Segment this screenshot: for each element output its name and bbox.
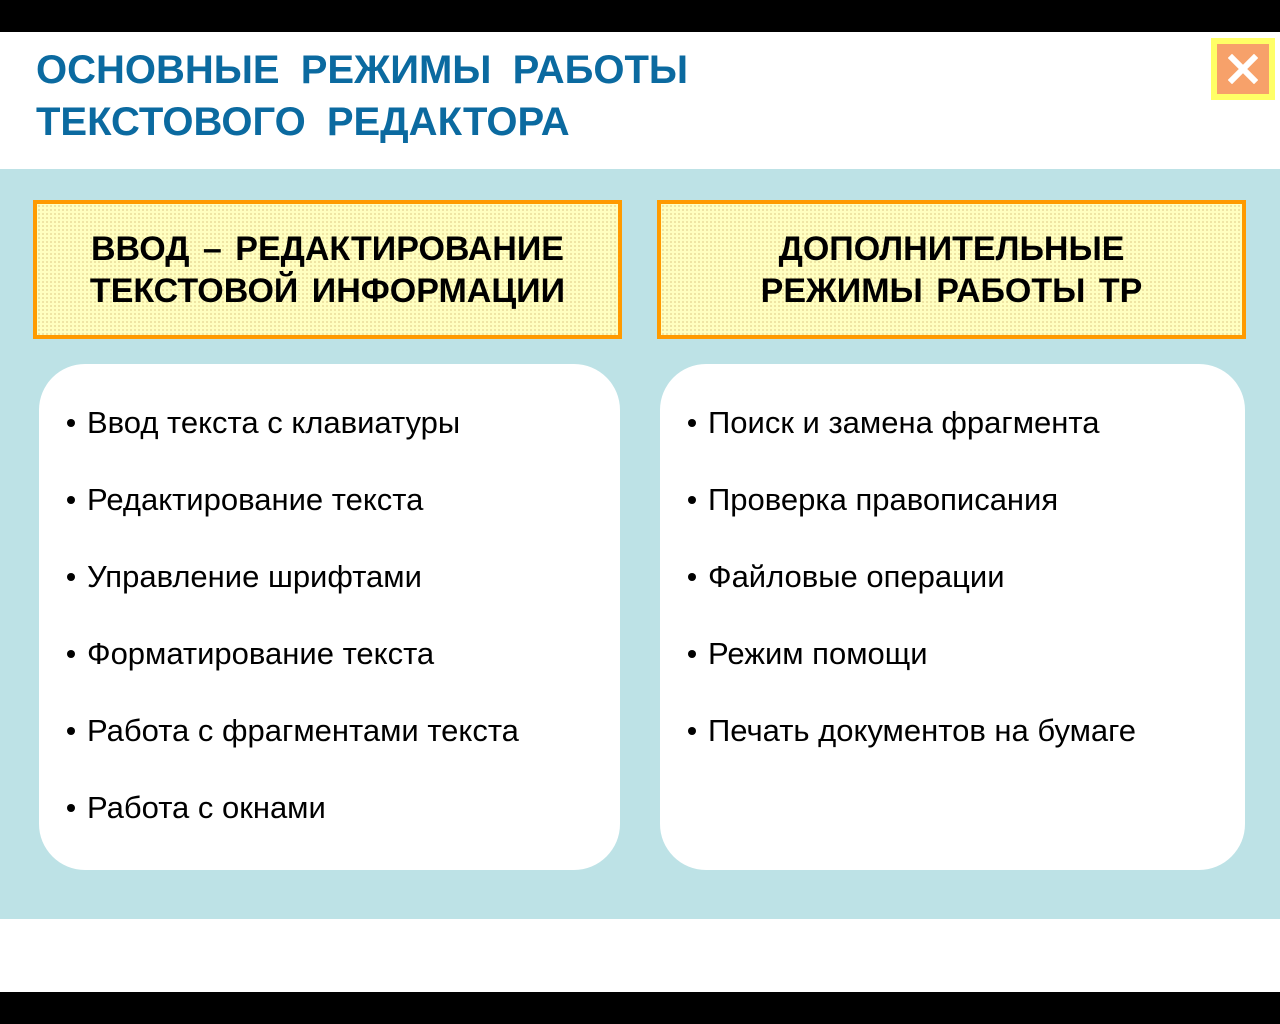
- bullet-icon: [67, 650, 75, 658]
- page-title: [36, 44, 688, 148]
- page-title-line-1: ОСНОВНЫЕ РЕЖИМЫ РАБОТЫ: [36, 48, 689, 92]
- left-list-item-text: Редактирование текста: [87, 481, 424, 517]
- left-list-item: [63, 615, 620, 692]
- left-list-item: [63, 769, 620, 846]
- left-panel-list: [39, 364, 620, 870]
- right-list-item-text: Проверка правописания: [708, 481, 1059, 517]
- bullet-icon: [688, 727, 696, 735]
- bullet-icon: [67, 727, 75, 735]
- left-list-item-text: Ввод текста с клавиатуры: [87, 404, 461, 440]
- close-icon: [1228, 54, 1258, 84]
- right-list-item-text: Режим помощи: [708, 635, 928, 671]
- close-button-face: [1217, 44, 1269, 94]
- bullet-icon: [688, 650, 696, 658]
- right-list-item: [684, 615, 1245, 692]
- bullet-icon: [67, 496, 75, 504]
- bullet-icon: [67, 419, 75, 427]
- left-list-item: [63, 692, 620, 769]
- left-panel-header: [33, 200, 622, 339]
- left-list-item: [63, 538, 620, 615]
- right-list-item-text: Печать документов на бумаге: [708, 712, 1137, 748]
- right-list-item: [684, 692, 1245, 769]
- page-title-line-2: ТЕКСТОВОГО РЕДАКТОРА: [36, 100, 570, 144]
- right-list-item-text: Поиск и замена фрагмента: [708, 404, 1100, 440]
- left-list-item-text: Работа с окнами: [87, 789, 326, 825]
- left-list-item-text: Работа с фрагментами текста: [87, 712, 519, 748]
- right-list-item-text: Файловые операции: [708, 558, 1005, 594]
- left-list-item: [63, 384, 620, 461]
- close-button[interactable]: [1211, 38, 1275, 100]
- bullet-icon: [67, 573, 75, 581]
- left-panel-header-line-1: ВВОД – РЕДАКТИРОВАНИЕ: [91, 229, 564, 268]
- right-list-item: [684, 538, 1245, 615]
- right-panel-header: [657, 200, 1246, 339]
- left-list-item-text: Управление шрифтами: [87, 558, 422, 594]
- bullet-icon: [688, 496, 696, 504]
- left-list-item: [63, 461, 620, 538]
- right-panel-header-line-1: ДОПОЛНИТЕЛЬНЫЕ: [778, 229, 1125, 268]
- slide: [0, 32, 1280, 992]
- right-panel-header-line-2: РЕЖИМЫ РАБОТЫ ТР: [760, 271, 1143, 310]
- right-list-item: [684, 461, 1245, 538]
- left-panel-header-line-2: ТЕКСТОВОЙ ИНФОРМАЦИИ: [89, 271, 566, 310]
- bullet-icon: [67, 804, 75, 812]
- right-list-item: [684, 384, 1245, 461]
- left-list-item-text: Форматирование текста: [87, 635, 435, 671]
- bullet-icon: [688, 419, 696, 427]
- right-panel-list: [660, 364, 1245, 870]
- content-area: [0, 169, 1280, 919]
- bullet-icon: [688, 573, 696, 581]
